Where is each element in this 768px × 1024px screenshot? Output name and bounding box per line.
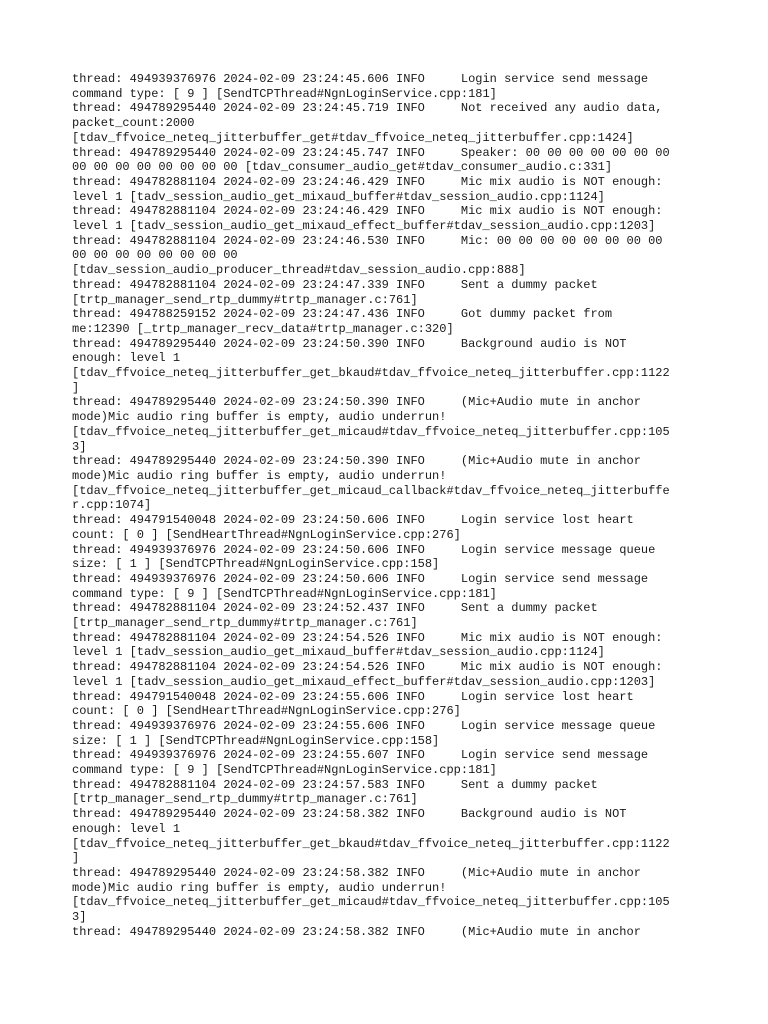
log-line: thread: 494789295440 2024-02-09 23:24:58.382 INFO (Mic+Audio mute in anchor	[72, 865, 641, 880]
log-line: mode)Mic audio ring buffer is empty, audio underrun!	[72, 880, 447, 895]
log-line: [tdav_session_audio_producer_thread#tdav_session_audio.cpp:888]	[72, 263, 526, 278]
log-line: thread: 494782881104 2024-02-09 23:24:46.429 INFO Mic mix audio is NOT enough:	[72, 204, 663, 219]
log-line: level 1 [tadv_session_audio_get_mixaud_buffer#tdav_session_audio.cpp:1124]	[72, 189, 605, 204]
log-line: thread: 494789295440 2024-02-09 23:24:58.382 INFO Background audio is NOT	[72, 807, 627, 822]
log-line: 00 00 00 00 00 00 00 00 [tdav_consumer_audio_get#tdav_consumer_audio.c:331]	[72, 160, 613, 175]
log-line: enough: level 1	[72, 351, 181, 366]
log-line: [trtp_manager_send_rtp_dummy#trtp_manager.c:761]	[72, 292, 418, 307]
log-line: [trtp_manager_send_rtp_dummy#trtp_manager.c:761]	[72, 616, 418, 631]
log-line: thread: 494789295440 2024-02-09 23:24:58.382 INFO (Mic+Audio mute in anchor	[72, 924, 641, 939]
log-line: thread: 494939376976 2024-02-09 23:24:50.606 INFO Login service message queue	[72, 542, 656, 557]
log-line: thread: 494939376976 2024-02-09 23:24:55.606 INFO Login service message queue	[72, 718, 656, 733]
log-line: 3]	[72, 910, 87, 925]
log-line: thread: 494789295440 2024-02-09 23:24:50.390 INFO (Mic+Audio mute in anchor	[72, 454, 641, 469]
log-line: 3]	[72, 439, 87, 454]
log-line: mode)Mic audio ring buffer is empty, audio underrun!	[72, 468, 447, 483]
log-line: thread: 494789295440 2024-02-09 23:24:45.747 INFO Speaker: 00 00 00 00 00 00 00	[72, 145, 670, 160]
log-line: [tdav_ffvoice_neteq_jitterbuffer_get_micaud#tdav_ffvoice_neteq_jitterbuffer.cpp:105	[72, 424, 670, 439]
log-line: [tdav_ffvoice_neteq_jitterbuffer_get_micaud#tdav_ffvoice_neteq_jitterbuffer.cpp:105	[72, 895, 670, 910]
log-line: thread: 494782881104 2024-02-09 23:24:52.437 INFO Sent a dummy packet	[72, 601, 598, 616]
log-line: thread: 494789295440 2024-02-09 23:24:50.390 INFO Background audio is NOT	[72, 336, 627, 351]
log-line: thread: 494939376976 2024-02-09 23:24:45.606 INFO Login service send message	[72, 72, 649, 86]
log-line: size: [ 1 ] [SendTCPThread#NgnLoginService.cpp:158]	[72, 733, 440, 748]
log-line: thread: 494782881104 2024-02-09 23:24:54.526 INFO Mic mix audio is NOT enough:	[72, 660, 663, 675]
log-line: ]	[72, 851, 80, 866]
log-line: r.cpp:1074]	[72, 498, 152, 513]
log-line: [tdav_ffvoice_neteq_jitterbuffer_get_micaud_callback#tdav_ffvoice_neteq_jitterbuffe	[72, 483, 670, 498]
log-line: thread: 494789295440 2024-02-09 23:24:45.719 INFO Not received any audio data,	[72, 101, 663, 116]
log-line: count: [ 0 ] [SendHeartThread#NgnLoginService.cpp:276]	[72, 527, 461, 542]
log-line: thread: 494789295440 2024-02-09 23:24:50.390 INFO (Mic+Audio mute in anchor	[72, 395, 641, 410]
log-line: thread: 494791540048 2024-02-09 23:24:50.606 INFO Login service lost heart	[72, 513, 634, 528]
log-line: size: [ 1 ] [SendTCPThread#NgnLoginService.cpp:158]	[72, 557, 440, 572]
log-line: thread: 494782881104 2024-02-09 23:24:54.526 INFO Mic mix audio is NOT enough:	[72, 630, 663, 645]
log-line: mode)Mic audio ring buffer is empty, audio underrun!	[72, 410, 447, 425]
log-line: command type: [ 9 ] [SendTCPThread#NgnLoginService.cpp:181]	[72, 763, 497, 778]
log-line: thread: 494791540048 2024-02-09 23:24:55.606 INFO Login service lost heart	[72, 689, 634, 704]
log-line: [trtp_manager_send_rtp_dummy#trtp_manager.c:761]	[72, 792, 418, 807]
log-line: me:12390 [_trtp_manager_recv_data#trtp_manager.c:320]	[72, 321, 454, 336]
log-line: level 1 [tadv_session_audio_get_mixaud_effect_buffer#tdav_session_audio.cpp:1203]	[72, 674, 656, 689]
log-line: thread: 494788259152 2024-02-09 23:24:47.436 INFO Got dummy packet from	[72, 307, 613, 322]
log-line: level 1 [tadv_session_audio_get_mixaud_buffer#tdav_session_audio.cpp:1124]	[72, 645, 605, 660]
log-line: thread: 494782881104 2024-02-09 23:24:46.530 INFO Mic: 00 00 00 00 00 00 00 00	[72, 233, 663, 248]
log-line: command type: [ 9 ] [SendTCPThread#NgnLoginService.cpp:181]	[72, 86, 497, 101]
log-line: thread: 494939376976 2024-02-09 23:24:50.606 INFO Login service send message	[72, 571, 649, 586]
log-line: thread: 494782881104 2024-02-09 23:24:46.429 INFO Mic mix audio is NOT enough:	[72, 174, 663, 189]
log-line: thread: 494939376976 2024-02-09 23:24:55.607 INFO Login service send message	[72, 748, 649, 763]
log-line: thread: 494782881104 2024-02-09 23:24:47.339 INFO Sent a dummy packet	[72, 277, 598, 292]
log-line: level 1 [tadv_session_audio_get_mixaud_effect_buffer#tdav_session_audio.cpp:1203]	[72, 219, 656, 234]
log-line: thread: 494782881104 2024-02-09 23:24:57.583 INFO Sent a dummy packet	[72, 777, 598, 792]
log-line: [tdav_ffvoice_neteq_jitterbuffer_get#tdav_ffvoice_neteq_jitterbuffer.cpp:1424]	[72, 130, 634, 145]
log-line: [tdav_ffvoice_neteq_jitterbuffer_get_bkaud#tdav_ffvoice_neteq_jitterbuffer.cpp:1122	[72, 836, 670, 851]
log-line: 00 00 00 00 00 00 00 00	[72, 248, 238, 263]
log-document	[72, 72, 702, 939]
log-line: enough: level 1	[72, 821, 181, 836]
log-line: packet_count:2000	[72, 116, 195, 131]
log-line: ]	[72, 380, 80, 395]
log-line: command type: [ 9 ] [SendTCPThread#NgnLoginService.cpp:181]	[72, 586, 497, 601]
log-line: count: [ 0 ] [SendHeartThread#NgnLoginService.cpp:276]	[72, 704, 461, 719]
log-line: [tdav_ffvoice_neteq_jitterbuffer_get_bkaud#tdav_ffvoice_neteq_jitterbuffer.cpp:1122	[72, 366, 670, 381]
